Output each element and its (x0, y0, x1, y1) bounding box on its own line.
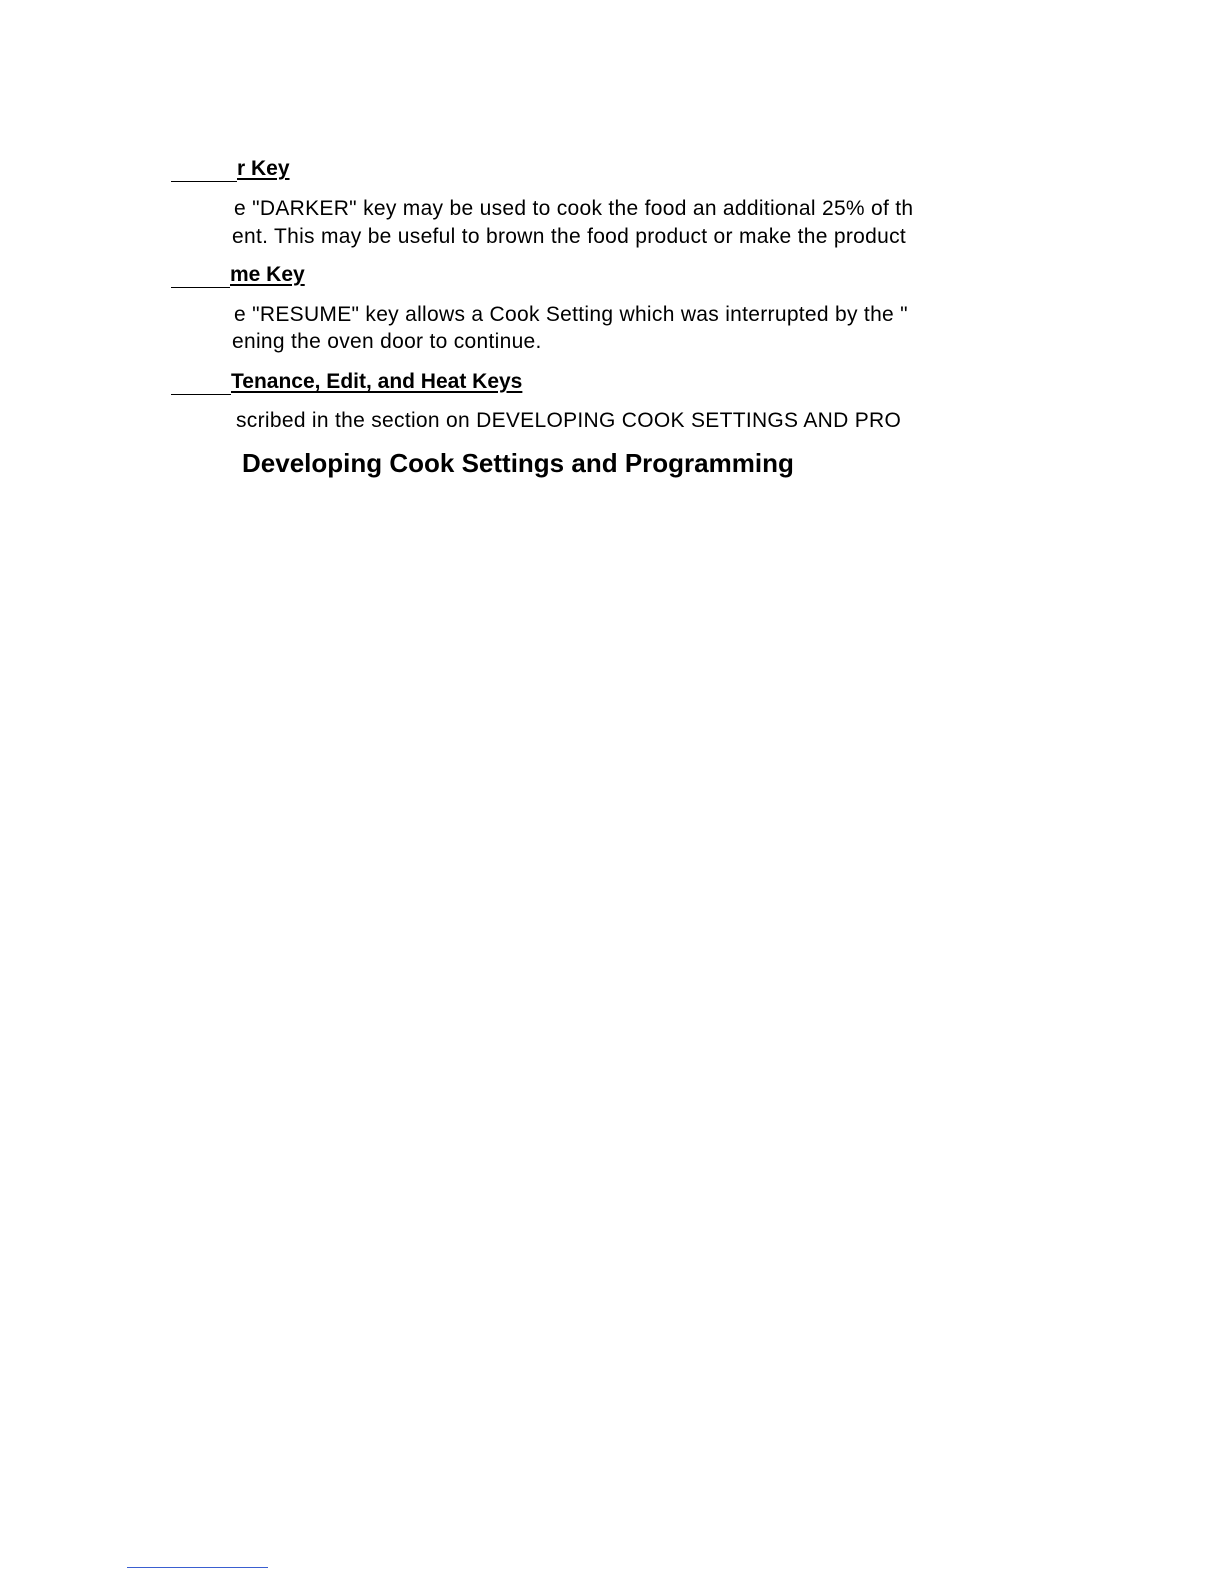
body-text-line: ening the oven door to continue. (232, 330, 542, 353)
body-text-line: ent. This may be useful to brown the food product or make the product (232, 225, 907, 248)
section-heading-resume-key: me Key (230, 263, 305, 286)
section-heading-maintenance-edit-heat-keys: Tenance, Edit, and Heat Keys (231, 370, 523, 393)
body-text-line: e "RESUME" key allows a Cook Setting which was interrupted by the " (234, 303, 908, 326)
section-heading-darker-key: r Key (237, 157, 290, 180)
body-text-line: e "DARKER" key may be used to cook the food an additional 25% of th (234, 197, 914, 220)
heading-rule (171, 394, 231, 395)
heading-rule (171, 287, 230, 288)
heading-rule (171, 181, 237, 182)
body-text-line: scribed in the section on DEVELOPING COOK SETTINGS AND PRO (236, 409, 902, 432)
footer-rule (127, 1567, 268, 1568)
section-title: Developing Cook Settings and Programming (242, 448, 794, 478)
